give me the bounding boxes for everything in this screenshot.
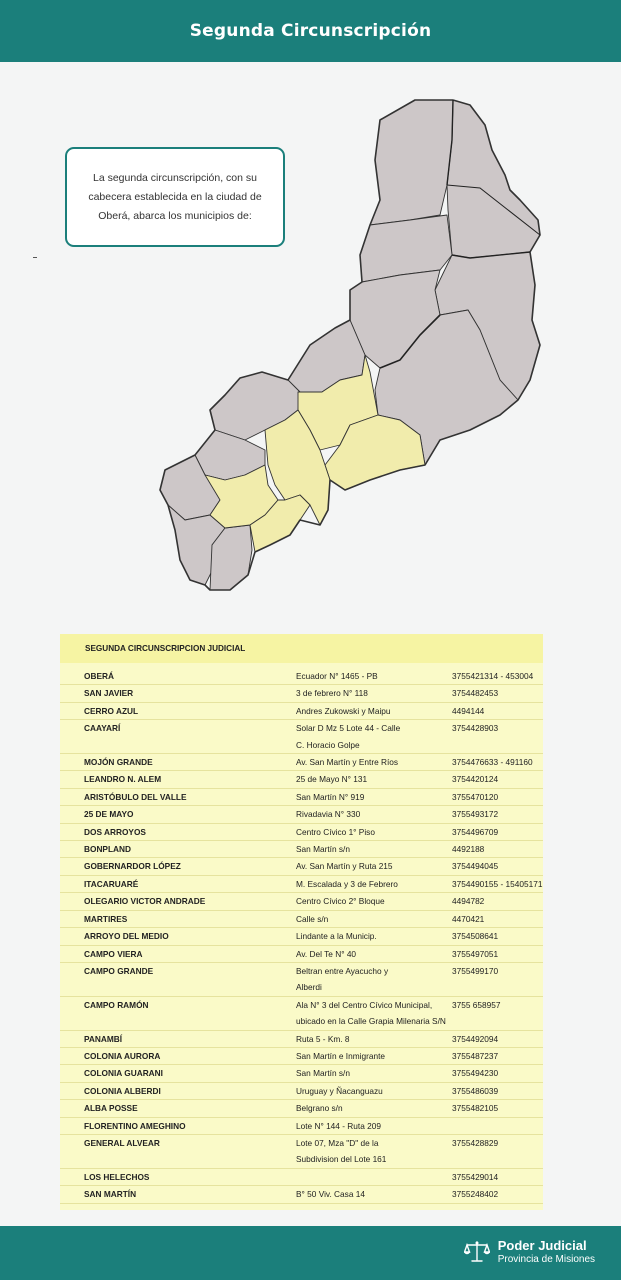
phone-number: 4494782	[452, 896, 485, 907]
municipality-cell	[60, 685, 296, 701]
phone-cell	[452, 1100, 543, 1116]
municipality-cell	[60, 720, 296, 753]
municipality-name: ARISTÓBULO DEL VALLE	[84, 791, 187, 802]
municipality-cell	[60, 806, 296, 822]
address-line: Ala N° 3 del Centro Cívico Municipal,	[296, 999, 433, 1010]
municipality-cell	[60, 1065, 296, 1081]
table-row	[60, 1031, 543, 1048]
municipality-cell	[60, 928, 296, 944]
table-row	[60, 771, 543, 788]
phone-cell	[452, 876, 543, 892]
phone-number: 3755482105	[452, 1103, 499, 1114]
address-cell	[296, 1169, 452, 1185]
municipality-name: GOBERNARDOR LÓPEZ	[84, 861, 181, 872]
phone-cell	[452, 928, 543, 944]
phone-cell	[452, 1031, 543, 1047]
address-line: Uruguay y Ñacanguazu	[296, 1085, 383, 1096]
municipality-cell	[60, 1118, 296, 1134]
municipality-cell	[60, 893, 296, 909]
address-line: Centro Cívico 1° Piso	[296, 826, 375, 837]
phone-number: 3754490155 - 15405171	[452, 878, 543, 889]
table-row	[60, 668, 543, 685]
address-cell	[296, 789, 452, 805]
address-line: Alberdi	[296, 982, 322, 993]
address-line: San Martín s/n	[296, 844, 350, 855]
municipality-name: COLONIA ALBERDI	[84, 1085, 161, 1096]
phone-number: 4494144	[452, 705, 485, 716]
address-cell	[296, 1100, 452, 1116]
address-line: Rivadavia N° 330	[296, 809, 361, 820]
municipality-cell	[60, 841, 296, 857]
municipality-cell	[60, 703, 296, 719]
table-row	[60, 703, 543, 720]
phone-number: 3754508641	[452, 931, 499, 942]
phone-cell	[452, 720, 543, 753]
address-cell	[296, 1065, 452, 1081]
municipality-name: CAMPO VIERA	[84, 948, 143, 959]
table-row	[60, 997, 543, 1031]
address-line: 3 de febrero N° 118	[296, 688, 368, 699]
phone-number: 3755470120	[452, 791, 499, 802]
municipality-name: COLONIA AURORA	[84, 1050, 161, 1061]
phone-number: 3755 658957	[452, 999, 501, 1010]
phone-number: 3755248402	[452, 1189, 499, 1200]
address-cell	[296, 997, 452, 1030]
address-cell	[296, 720, 452, 753]
address-line: 25 de Mayo N° 131	[296, 774, 368, 785]
table-row	[60, 876, 543, 893]
municipality-cell	[60, 1083, 296, 1099]
phone-number: 3755497051	[452, 948, 499, 959]
address-cell	[296, 824, 452, 840]
phone-cell	[452, 858, 543, 874]
municipality-name: CAAYARÍ	[84, 723, 121, 734]
address-line: Belgrano s/n	[296, 1103, 343, 1114]
phone-number: 3755493172	[452, 809, 499, 820]
municipality-cell	[60, 911, 296, 927]
table-row	[60, 1100, 543, 1117]
municipality-name: MOJÓN GRANDE	[84, 757, 153, 768]
footer-brand: Poder Judicial	[497, 1238, 587, 1253]
phone-number: 3755499170	[452, 965, 499, 976]
table-row	[60, 1169, 543, 1186]
page-header	[0, 0, 621, 62]
table-row	[60, 1118, 543, 1135]
table-row	[60, 858, 543, 875]
municipality-name: DOS ARROYOS	[84, 826, 146, 837]
phone-number: 3755486039	[452, 1085, 499, 1096]
address-cell	[296, 1135, 452, 1168]
address-cell	[296, 928, 452, 944]
footer-logo	[464, 1238, 595, 1266]
table-row	[60, 1065, 543, 1082]
municipality-cell	[60, 668, 296, 684]
phone-number: 3755429014	[452, 1171, 499, 1182]
table-row	[60, 841, 543, 858]
address-line: Lindante a la Municip.	[296, 931, 377, 942]
address-cell	[296, 771, 452, 787]
address-line: Ecuador N° 1465 - PB	[296, 671, 378, 681]
phone-cell	[452, 963, 543, 996]
page-title: Segunda Circunscripción	[189, 21, 432, 41]
municipality-name: 25 DE MAYO	[84, 809, 134, 820]
phone-number: 3754420124	[452, 774, 499, 785]
municipality-cell	[60, 1135, 296, 1168]
address-line	[296, 1169, 452, 1185]
phone-cell	[452, 1083, 543, 1099]
intro-text: La segunda circunscripción, con su cabecera establecida en la ciudad de Oberá, abarca los municipios de:	[88, 171, 262, 222]
phone-cell	[452, 1186, 543, 1202]
table-row	[60, 893, 543, 910]
municipality-name: ARROYO DEL MEDIO	[84, 931, 169, 942]
address-line: B° 50 Viv. Casa 14	[296, 1189, 365, 1200]
scales-of-justice-icon	[464, 1240, 490, 1264]
phone-number: 3755494230	[452, 1068, 499, 1079]
address-line: Calle s/n	[296, 913, 329, 924]
municipality-name: CERRO AZUL	[84, 705, 139, 716]
address-line: Subdivision del Lote 161	[296, 1154, 387, 1165]
province-map	[0, 62, 621, 622]
address-cell	[296, 946, 452, 962]
table-row	[60, 824, 543, 841]
phone-number: 3754482453	[452, 688, 499, 699]
phone-cell	[452, 685, 543, 701]
municipality-cell	[60, 1100, 296, 1116]
municipality-name: PANAMBÍ	[84, 1033, 123, 1044]
address-line: Av. Del Te N° 40	[296, 948, 357, 959]
address-cell	[296, 703, 452, 719]
municipality-name: SAN MARTÍN	[84, 1189, 137, 1200]
phone-cell	[452, 997, 543, 1030]
phone-cell	[452, 893, 543, 909]
address-line: Av. San Martín y Ruta 215	[296, 861, 393, 872]
page-footer	[0, 1226, 621, 1280]
table-row	[60, 720, 543, 754]
address-cell	[296, 1186, 452, 1202]
phone-cell	[452, 806, 543, 822]
address-cell	[296, 1048, 452, 1064]
contacts-table	[60, 634, 543, 1210]
table-row	[60, 963, 543, 997]
municipality-cell	[60, 824, 296, 840]
footer-subtitle: Provincia de Misiones	[497, 1254, 595, 1265]
address-line: Solar D Mz 5 Lote 44 - Calle	[296, 723, 401, 734]
address-cell	[296, 876, 452, 892]
phone-cell	[452, 789, 543, 805]
phone-cell	[452, 911, 543, 927]
address-line: Lote 07, Mza "D" de la	[296, 1137, 379, 1148]
table-body	[60, 663, 543, 1210]
address-cell	[296, 858, 452, 874]
address-line: M. Escalada y 3 de Febrero	[296, 878, 398, 889]
phone-number: 3754476633 - 491160	[452, 757, 533, 768]
phone-cell	[452, 946, 543, 962]
phone-number: 3754492094	[452, 1033, 499, 1044]
municipality-name: BONPLAND	[84, 844, 132, 855]
municipality-name: GENERAL ALVEAR	[84, 1137, 160, 1148]
address-line: ubicado en la Calle Grapia Milenaria S/N	[296, 1016, 446, 1027]
municipality-name: CAMPO GRANDE	[84, 965, 154, 976]
table-title: SEGUNDA CIRCUNSCRIPCION JUDICIAL	[60, 634, 543, 663]
address-line: Ruta 5 - Km. 8	[296, 1033, 350, 1044]
municipality-cell	[60, 858, 296, 874]
table-row	[60, 1186, 543, 1203]
divider	[33, 257, 37, 258]
municipality-cell	[60, 789, 296, 805]
municipality-name: LOS HELECHOS	[84, 1171, 150, 1182]
address-cell	[296, 841, 452, 857]
municipality-name: ITACARUARÉ	[84, 878, 139, 889]
municipality-cell	[60, 997, 296, 1030]
phone-number: 3755428829	[452, 1137, 499, 1148]
address-cell	[296, 911, 452, 927]
municipality-name: LEANDRO N. ALEM	[84, 774, 162, 785]
phone-cell	[452, 1135, 543, 1168]
municipality-name: FLORENTINO AMEGHINO	[84, 1120, 186, 1131]
table-row	[60, 928, 543, 945]
phone-cell	[452, 1169, 543, 1185]
phone-cell	[452, 1118, 543, 1134]
municipality-cell	[60, 963, 296, 996]
phone-number: 4470421	[452, 913, 485, 924]
address-cell	[296, 668, 452, 684]
phone-cell	[452, 703, 543, 719]
address-line: Av. San Martín y Entre Ríos	[296, 757, 399, 768]
table-row	[60, 1135, 543, 1169]
address-cell	[296, 806, 452, 822]
municipality-cell	[60, 771, 296, 787]
table-row	[60, 946, 543, 963]
municipality-name: COLONIA GUARANI	[84, 1068, 163, 1079]
address-line: C. Horacio Golpe	[296, 739, 360, 750]
phone-number: 3754496709	[452, 826, 499, 837]
address-line: San Martín e Inmigrante	[296, 1050, 386, 1061]
phone-cell	[452, 1048, 543, 1064]
map-region	[447, 100, 540, 258]
address-line: Centro Cívico 2° Bloque	[296, 896, 385, 907]
address-line: Andres Zukowski y Maipu	[296, 705, 391, 716]
address-cell	[296, 893, 452, 909]
municipality-name: CAMPO RAMÓN	[84, 999, 149, 1010]
table-row	[60, 911, 543, 928]
municipality-cell	[60, 754, 296, 770]
table-row	[60, 806, 543, 823]
phone-number: 3754494045	[452, 861, 499, 872]
phone-cell	[452, 841, 543, 857]
table-row	[60, 1048, 543, 1065]
municipality-name: OLEGARIO VICTOR ANDRADE	[84, 896, 206, 907]
address-line: San Martín N° 919	[296, 791, 365, 802]
address-cell	[296, 685, 452, 701]
address-cell	[296, 754, 452, 770]
table-row	[60, 1083, 543, 1100]
phone-number: 3754428903	[452, 723, 499, 734]
address-line: Lote N° 144 - Ruta 209	[296, 1120, 381, 1131]
address-line: San Martín s/n	[296, 1068, 350, 1079]
phone-cell	[452, 1065, 543, 1081]
municipality-cell	[60, 1169, 296, 1185]
table-row	[60, 685, 543, 702]
municipality-name: ALBA POSSE	[84, 1103, 138, 1114]
phone-cell	[452, 771, 543, 787]
table-row	[60, 789, 543, 806]
phone-cell	[452, 824, 543, 840]
phone-number: 3755487237	[452, 1050, 499, 1061]
phone-cell	[452, 668, 543, 684]
municipality-cell	[60, 876, 296, 892]
municipality-cell	[60, 946, 296, 962]
municipality-name: OBERÁ	[84, 671, 114, 681]
municipality-cell	[60, 1031, 296, 1047]
address-cell	[296, 963, 452, 996]
municipality-cell	[60, 1048, 296, 1064]
phone-number: 3755421314 - 453004	[452, 671, 534, 681]
municipality-name: SAN JAVIER	[84, 688, 134, 699]
address-line: Beltran entre Ayacucho y	[296, 965, 389, 976]
phone-number: 4492188	[452, 844, 485, 855]
address-cell	[296, 1118, 452, 1134]
municipality-name: MARTIRES	[84, 913, 128, 924]
table-row	[60, 754, 543, 771]
municipality-cell	[60, 1186, 296, 1202]
address-cell	[296, 1083, 452, 1099]
intro-box	[65, 147, 285, 247]
phone-cell	[452, 754, 543, 770]
address-cell	[296, 1031, 452, 1047]
